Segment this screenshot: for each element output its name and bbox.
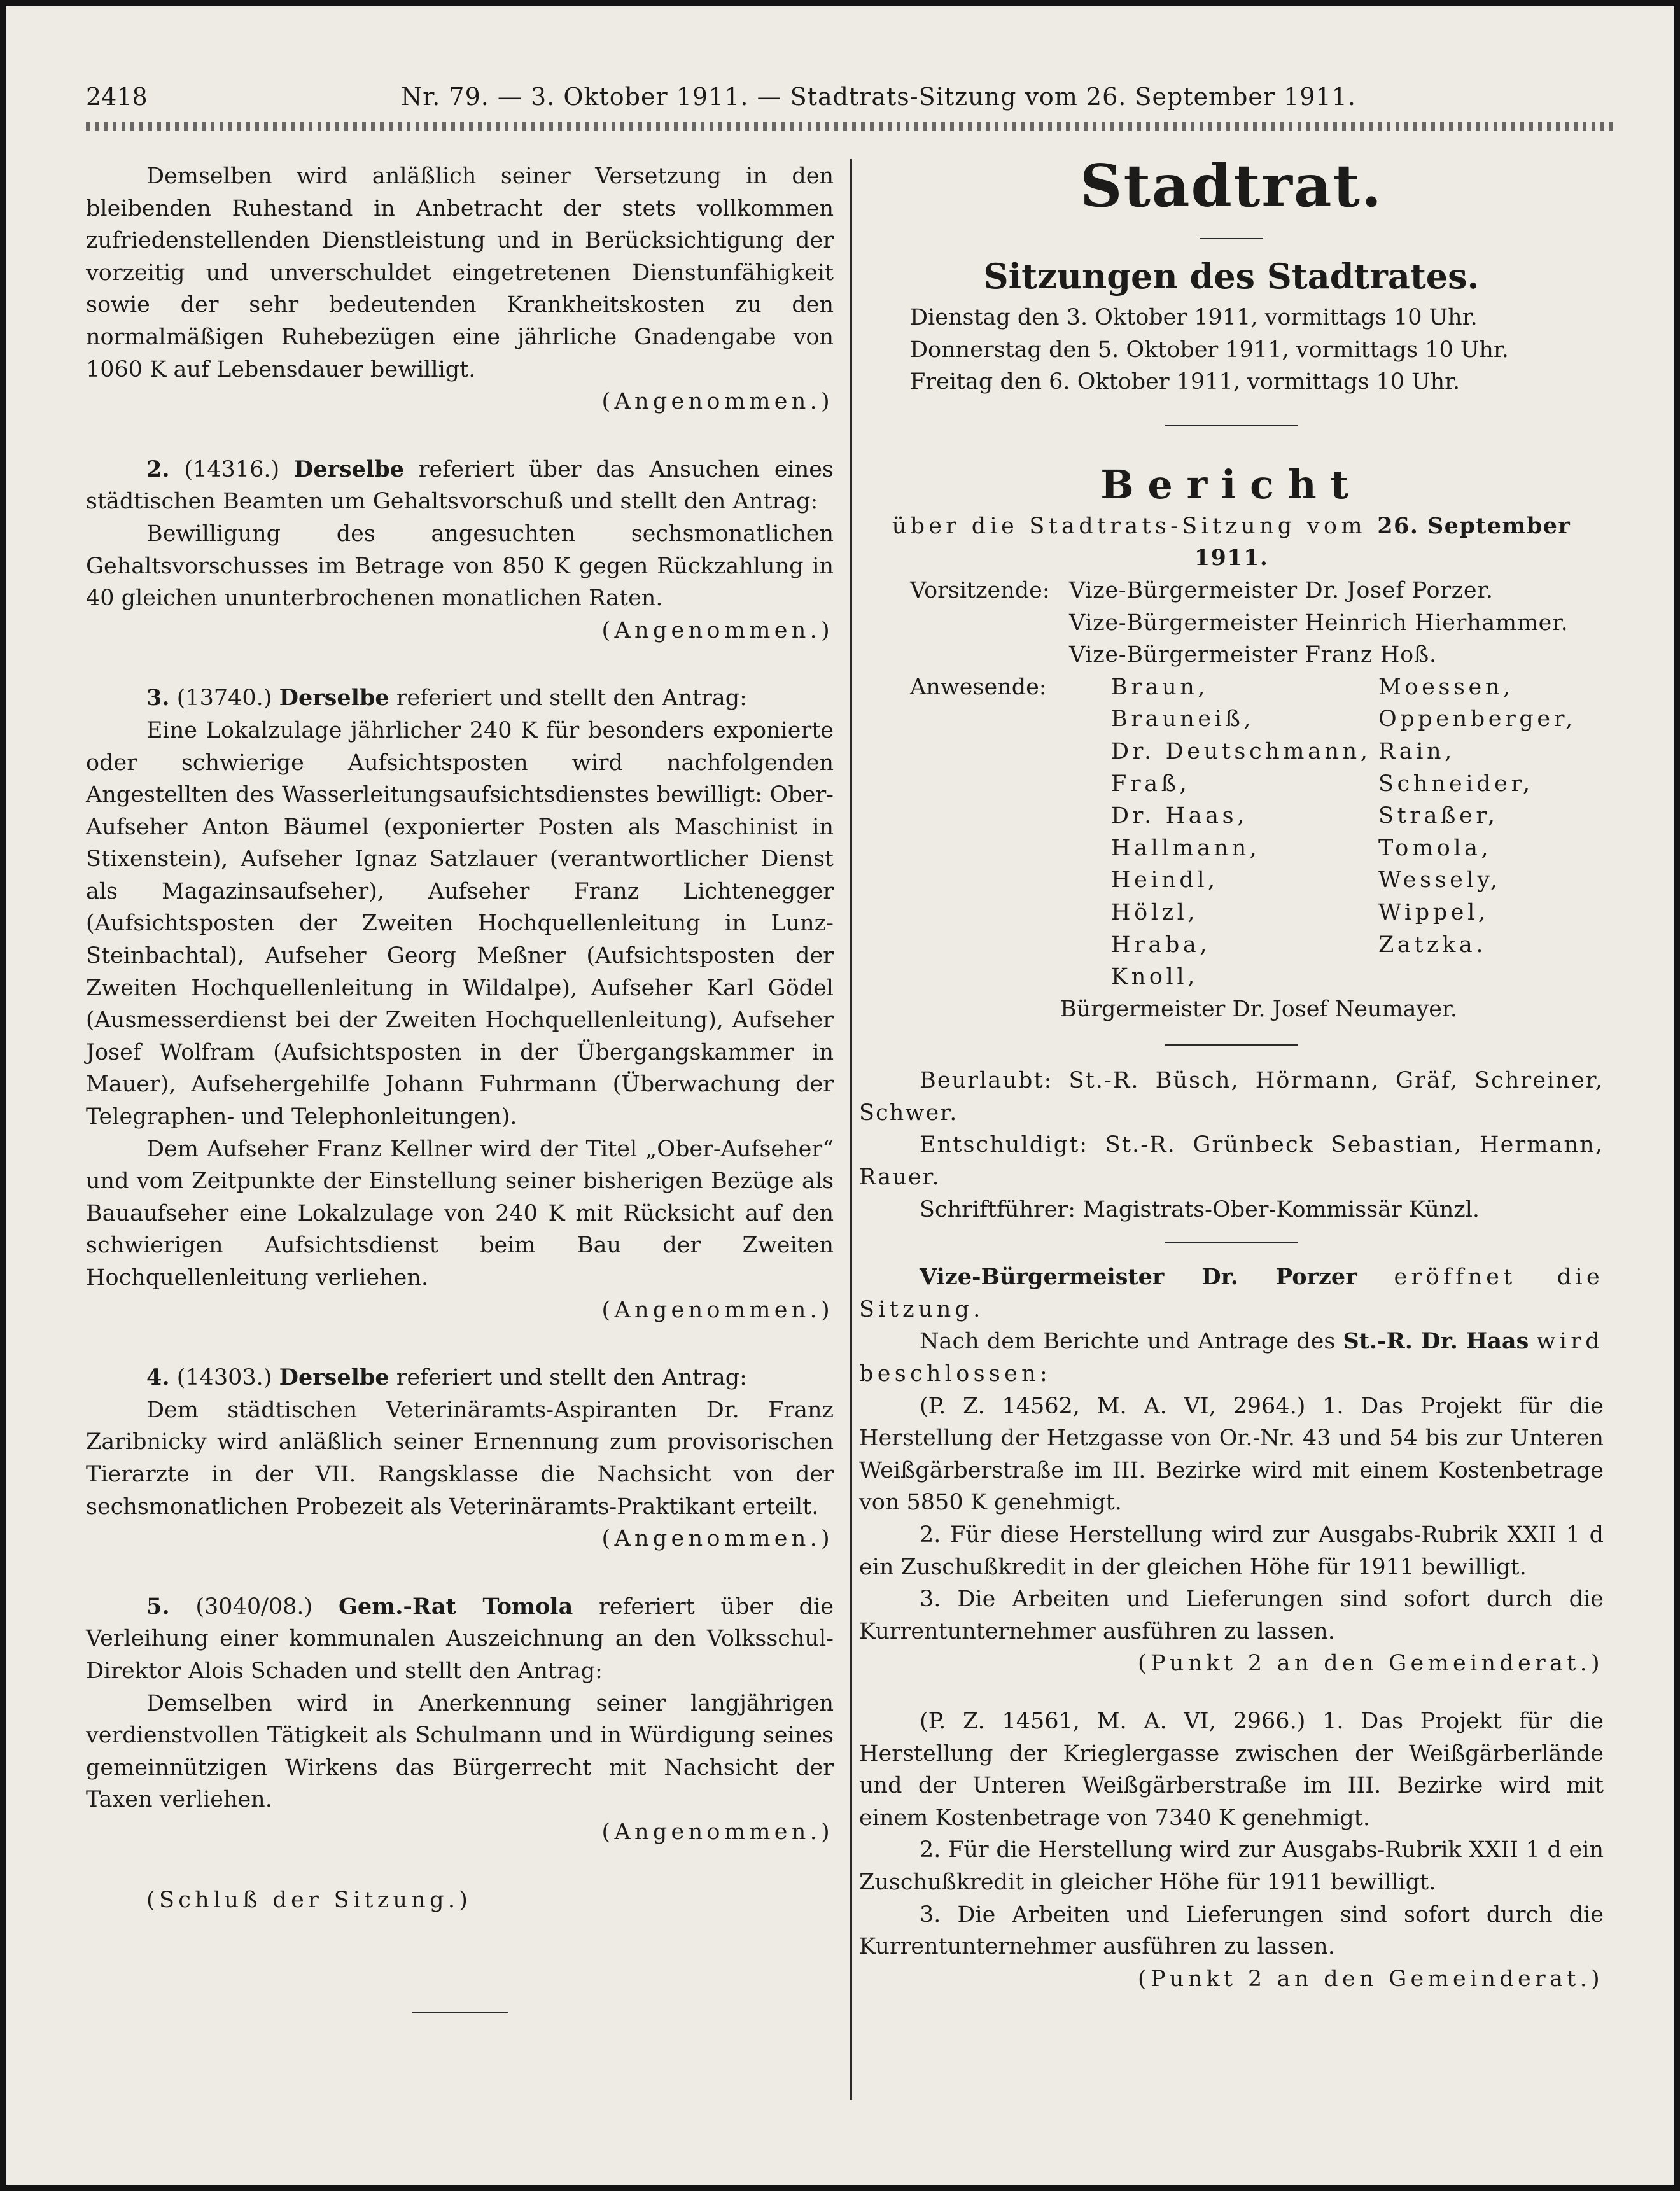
presiding-name: Vize-Bürgermeister Dr. Josef Porzer. [1069, 577, 1494, 603]
secretary: Schriftführer: Magistrats-Ober-Kommissär Künzl. [920, 1196, 1480, 1222]
left-column [86, 160, 834, 2013]
attendee-name: Brauneiß, [1111, 706, 1255, 732]
resolution-2-point-3: 3. Die Arbeiten und Lieferungen sind sofort durch die Kurrentunternehmer ausführen zu lassen. [859, 1901, 1604, 1960]
running-title: Nr. 79. — 3. Oktober 1911. — Stadtrats-Sitzung vom 26. September 1911. [401, 83, 1356, 111]
attendee-name: Oppenberger, [1378, 706, 1576, 732]
item-5-body: Demselben wird in Anerkennung seiner langjährigen verdienstvollen Tätigkeit als Schulmann und in Würdigung seines gemeinnützigen Wirkens das Bürgerrecht mit Nachsicht der Taxen verliehen. [86, 1690, 834, 1813]
resolution-1-point-3: 3. Die Arbeiten und Lieferungen sind sofort durch die Kurrentunternehmer ausführen zu lassen. [859, 1586, 1604, 1644]
item-4-result: (Angenommen.) [601, 1526, 834, 1552]
resolution-2-result: (Punkt 2 an den Gemeinderat.) [1138, 1966, 1604, 1992]
attendee-name: Knoll, [1111, 964, 1198, 990]
report-date: 26. September 1911. [1194, 512, 1571, 571]
presiding-label: Vorsitzende: [910, 577, 1050, 603]
excused: Entschuldigt: St.-R. Grünbeck Sebastian, Hermann, Rauer. [859, 1132, 1604, 1191]
item-5-lead [86, 1591, 834, 1688]
attendee-name: Zatzka. [1378, 932, 1487, 958]
item-4-body: Dem städtischen Veterinäramts-Aspiranten Dr. Franz Zaribnicky wird anläßlich seiner Ernennung zum provisorischen Tierarzte in der VII. Rangsklasse die Nachsicht von der sechsmonatlichen Probezeit als Veterinäramts-Praktikant erteilt. [86, 1397, 834, 1520]
item-4-number: 4. [146, 1364, 170, 1391]
left-end-rule [412, 2012, 508, 2013]
item-2-body: Bewilligung des angesuchten sechsmonatlichen Gehaltsvorschusses im Betrage von 850 K gegen Rückzahlung in 40 gleichen ununterbrochenen monatlichen Raten. [86, 521, 834, 612]
attendee-name: Straßer, [1378, 803, 1499, 829]
motion-intro-b: wird beschlossen: [859, 1329, 1604, 1387]
resolution-1-result: (Punkt 2 an den Gemeinderat.) [1138, 1651, 1604, 1677]
section-title: Stadtrat. [1080, 151, 1383, 220]
item-3-result: (Angenommen.) [601, 1297, 834, 1323]
item-4-lead-text: referiert und stellt den Antrag: [396, 1365, 747, 1391]
resolution-2-point-1: (P. Z. 14561, M. A. VI, 2966.) 1. Das Projekt für die Herstellung der Krieglergasse zwischen der Weißgärberlände und der Unteren Weißgärberstraße im III. Bezirke wird mit einem Kostenbetrage von 7340 K genehmigt. [859, 1708, 1604, 1831]
attendance-label: Anwesende: [910, 674, 1047, 700]
attendee-name: Hölzl, [1111, 899, 1199, 925]
intro-text: Demselben wird anläßlich seiner Versetzung in den bleibenden Ruhestand in Anbetracht der stets vollkommen zufriedenstellenden Dienstleistung und in Berücksichtigung der vorzeitig und unverschuldet eingetretenen Dienstunfähigkeit sowie der sehr bedeutenden Krankheitskosten zu den normalmäßigen Ruhebezügen eine jährliche Gnadengabe von 1060 K auf Lebensdauer bewilligt. [86, 164, 834, 382]
attendee-name: Braun, [1111, 674, 1209, 700]
attendee-name: Dr. Haas, [1111, 803, 1248, 829]
item-4-speaker: Derselbe [279, 1364, 389, 1391]
resolution-1-point-2: 2. Für diese Herstellung wird zur Ausgabs-Rubrik XXII 1 d ein Zuschußkredit in der gleichen Höhe für 1911 bewilligt. [859, 1522, 1604, 1580]
closing-note: (Schluß der Sitzung.) [146, 1887, 472, 1913]
item-2-lead-text: referiert über das Ansuchen eines städtischen Beamten um Gehaltsvorschuß und stellt den Antrag: [86, 456, 834, 515]
excused-leave: Beurlaubt: St.-R. Büsch, Hörmann, Gräf, Schreiner, Schwer. [859, 1068, 1604, 1126]
item-5-result: (Angenommen.) [601, 1819, 834, 1845]
motion-intro-speaker: St.-R. Dr. Haas [1343, 1328, 1529, 1355]
session-line-1: Dienstag den 3. Oktober 1911, vormittags 10 Uhr. [910, 305, 1478, 330]
motion-intro [859, 1326, 1604, 1390]
attendee-name: Moessen, [1378, 674, 1514, 700]
item-2-lead [86, 454, 834, 518]
resolution-2-point-2: 2. Für die Herstellung wird zur Ausgabs-Rubrik XXII 1 d ein Zuschußkredit in gleicher Höhe für 1911 bewilligt. [859, 1837, 1604, 1895]
session-line-3: Freitag den 6. Oktober 1911, vormittags 10 Uhr. [910, 369, 1460, 395]
intro-result: (Angenommen.) [601, 389, 834, 415]
item-3-body: Eine Lokalzulage jährlicher 240 K für besonders exponierte oder schwierige Aufsichtsposten wird nachfolgenden Angestellten des Wasserleitungsaufsichtsdienstes bewilligt: Ober-Aufseher Anton Bäumel (exponierter Posten als Maschinist in Stixenstein), Aufseher Ignaz Satzlauer (verantwortlicher Dienst als Magazinsaufseher), Aufseher Franz Lichtenegger (Aufsichtsposten der Zweiten Hochquellenleitung in Lunz-Steinbachtal), Aufseher Georg Meßner (Aufsichtsposten der Zweiten Hochquellenleitung in Wildalpe), Aufseher Karl Gödel (Ausmesserdienst bei der Zweiten Hochquellenleitung), Aufseher Josef Wolfram (Aufsichtsposten in der Übergangskammer in Mauer), Aufsehergehilfe Johann Fuhrmann (Überwachung der Telegraphen- und Telephonleitungen). [86, 717, 834, 1130]
attendee-name: Heindl, [1111, 867, 1219, 893]
report-title: Bericht [1100, 461, 1362, 508]
attendee-name: Dr. Deutschmann, [1111, 738, 1371, 764]
item-5-lead-text: referiert über die Verleihung einer kommunalen Auszeichnung an den Volksschul-Direktor Alois Schaden und stellt den Antrag: [86, 1593, 834, 1684]
item-3-lead-text: referiert und stellt den Antrag: [396, 685, 747, 711]
resolution-1-point-1: (P. Z. 14562, M. A. VI, 2964.) 1. Das Projekt für die Herstellung der Hetzgasse von Or.-Nr. 43 und 54 bis zur Unteren Weißgärberstraße im III. Bezirke wird mit einem Kostenbetrage von 5850 K genehmigt. [859, 1393, 1604, 1516]
scan-border-bottom [0, 2185, 1680, 2191]
attendee-name: Tomola, [1378, 835, 1492, 861]
report-subtitle-prefix: über die Stadtrats-Sitzung vom [892, 513, 1366, 539]
scan-border-top [0, 0, 1680, 6]
session-line-2: Donnerstag den 5. Oktober 1911, vormittags 10 Uhr. [910, 337, 1509, 363]
attendee-name: Wippel, [1378, 899, 1489, 925]
sessions-heading: Sitzungen des Stadtrates. [983, 256, 1480, 297]
item-3-lead [86, 682, 834, 715]
presiding-name: Vize-Bürgermeister Heinrich Hierhammer. [1069, 610, 1569, 636]
attendee-name: Wessely, [1378, 867, 1501, 893]
report-subtitle [859, 510, 1604, 575]
presiding-block [859, 575, 1604, 671]
opening-text: eröffnet die Sitzung. [859, 1264, 1604, 1322]
item-4-lead [86, 1362, 834, 1394]
mayor-line: Bürgermeister Dr. Josef Neumayer. [1060, 996, 1458, 1022]
attendee-name: Hallmann, [1111, 835, 1261, 861]
item-3-ref: (13740.) [176, 685, 272, 711]
attendance-block [859, 671, 1604, 993]
page-number: 2418 [86, 83, 148, 111]
item-5-ref: (3040/08.) [195, 1593, 313, 1620]
item-3-speaker: Derselbe [279, 685, 389, 711]
item-5-number: 5. [146, 1593, 170, 1620]
attendee-name: Rain, [1378, 738, 1455, 764]
presiding-name: Vize-Bürgermeister Franz Hoß. [1069, 642, 1437, 668]
opening-line [859, 1261, 1604, 1326]
column-divider [850, 159, 852, 2100]
attendee-name: Fraß, [1111, 771, 1191, 797]
item-2-speaker: Derselbe [293, 456, 404, 482]
scan-border-right [1674, 0, 1680, 2191]
scan-border-left [0, 0, 6, 2191]
attendee-name: Schneider, [1378, 771, 1534, 797]
opening-speaker: Vize-Bürgermeister Dr. Porzer [920, 1264, 1357, 1291]
item-2-number: 2. [146, 456, 170, 482]
item-3-number: 3. [146, 685, 170, 711]
item-4-ref: (14303.) [176, 1365, 272, 1391]
item-3-body-2: Dem Aufseher Franz Kellner wird der Titel „Ober-Aufseher“ und vom Zeitpunkte der Einstellung seiner bisherigen Bezüge als Bauaufseher eine Lokalzulage von 240 K mit Rücksicht auf den schwierigen Aufsichtsdienst beim Bau der Zweiten Hochquellenleitung verliehen. [86, 1136, 834, 1291]
motion-intro-a: Nach dem Berichte und Antrage des [920, 1329, 1336, 1355]
right-column [859, 148, 1604, 1995]
item-2-result: (Angenommen.) [601, 617, 834, 643]
attendee-name: Hraba, [1111, 932, 1211, 958]
item-2-ref: (14316.) [184, 456, 280, 482]
header-rule [86, 122, 1613, 131]
item-5-speaker: Gem.-Rat Tomola [339, 1593, 573, 1620]
